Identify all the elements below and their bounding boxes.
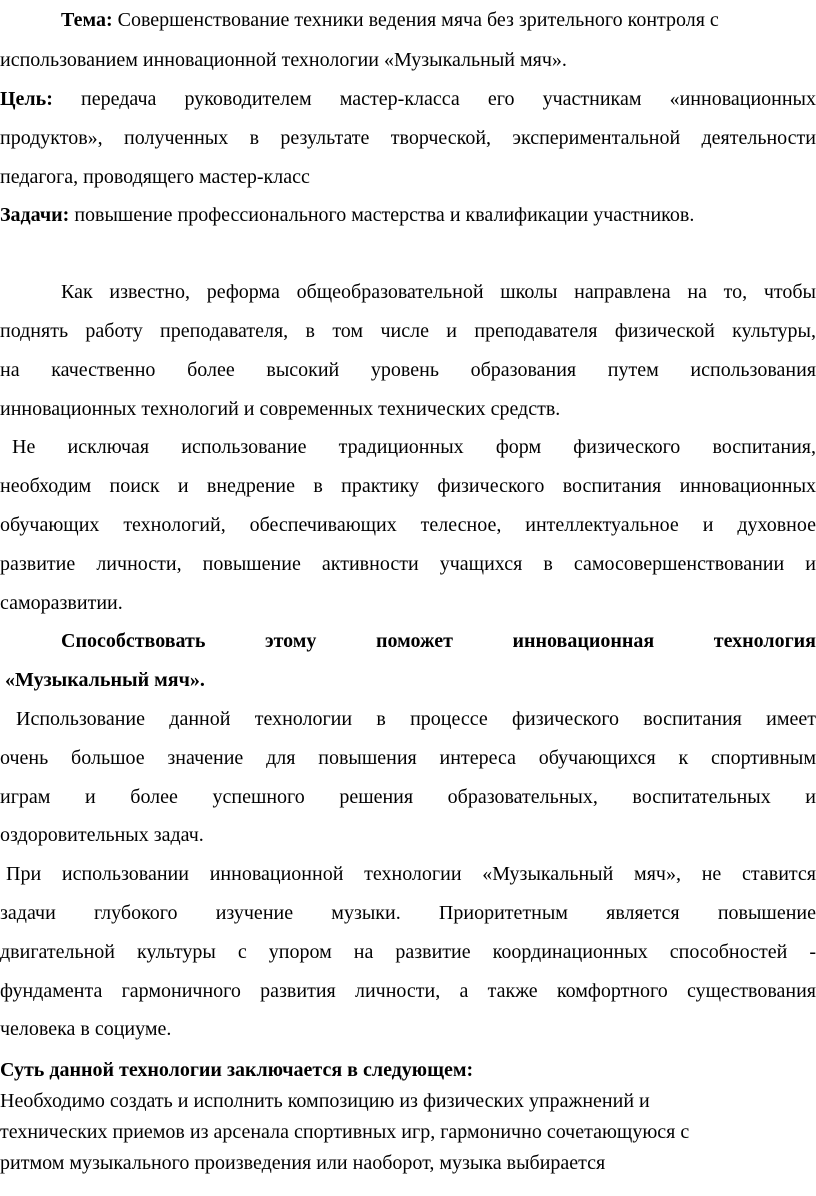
p5-line-2: задачи глубокого изучение музыки. Приоритетным является повышение [0, 902, 816, 924]
p4-line-1: Использование данной технологии в процессе физического воспитания имеет [16, 708, 816, 730]
p6-line-1: Необходимо создать и исполнить композицию из физических упражнений и [0, 1090, 650, 1112]
p5-line-5: человека в социуме. [0, 1018, 172, 1040]
goal-line-3: педагога, проводящего мастер-класс [0, 166, 310, 188]
p2-line-2: необходим поиск и внедрение в практику физического воспитания инновационных [0, 475, 816, 497]
topic-text-1: Совершенствование техники ведения мяча без зрительного контроля с [112, 9, 719, 31]
goal-line-2: продуктов», полученных в результате творческой, экспериментальной деятельности [0, 127, 816, 149]
p3-line-2: «Музыкальный мяч». [5, 669, 205, 691]
p2-line-4: развитие личности, повышение активности учащихся в самосовершенствовании и [0, 553, 816, 575]
topic-line-2: использованием инновационной технологии «Музыкальный мяч». [0, 49, 567, 71]
goal-text-1: передача руководителем мастер-класса его участникам «инновационных [52, 88, 816, 110]
p3-line-1: Способствовать этому поможет инновационная технология [61, 630, 816, 652]
goal-label: Цель: [0, 88, 53, 110]
p1-line-1: Как известно, реформа общеобразовательной школы направлена на то, чтобы [61, 281, 816, 303]
tasks-label: Задачи: [0, 204, 70, 226]
p2-line-1: Не исключая использование традиционных форм физического воспитания, [12, 436, 816, 458]
tasks-text: повышение профессионального мастерства и квалификации участников. [69, 204, 695, 226]
p2-line-3: обучающих технологий, обеспечивающих телесное, интеллектуальное и духовное [0, 514, 816, 536]
p5-line-3: двигательной культуры с упором на развитие координационных способностей - [0, 941, 816, 963]
topic-label: Тема: [61, 9, 113, 31]
p5-line-4: фундамента гармоничного развития личности, а также комфортного существования [0, 980, 816, 1002]
p4-line-3: играм и более успешного решения образовательных, воспитательных и [0, 786, 816, 808]
p6-line-3: ритмом музыкального произведения или наоборот, музыка выбирается [0, 1152, 606, 1174]
p4-line-2: очень большое значение для повышения интереса обучающихся к спортивным [0, 747, 816, 769]
p6-line-2: технических приемов из арсенала спортивных игр, гармонично сочетающуюся с [0, 1121, 690, 1143]
topic-line-1 [61, 7, 816, 33]
essence-heading: Суть данной технологии заключается в следующем: [0, 1059, 474, 1081]
p5-line-1: При использовании инновационной технологии «Музыкальный мяч», не ставится [6, 863, 816, 885]
p2-line-5: саморазвитии. [0, 592, 123, 614]
goal-line-1 [0, 86, 816, 112]
tasks-line [0, 202, 816, 228]
p1-line-3: на качественно более высокий уровень образования путем использования [0, 359, 816, 381]
p4-line-4: оздоровительных задач. [0, 824, 204, 846]
p1-line-4: инновационных технологий и современных технических средств. [0, 398, 561, 420]
p1-line-2: поднять работу преподавателя, в том числе и преподавателя физической культуры, [0, 320, 816, 342]
